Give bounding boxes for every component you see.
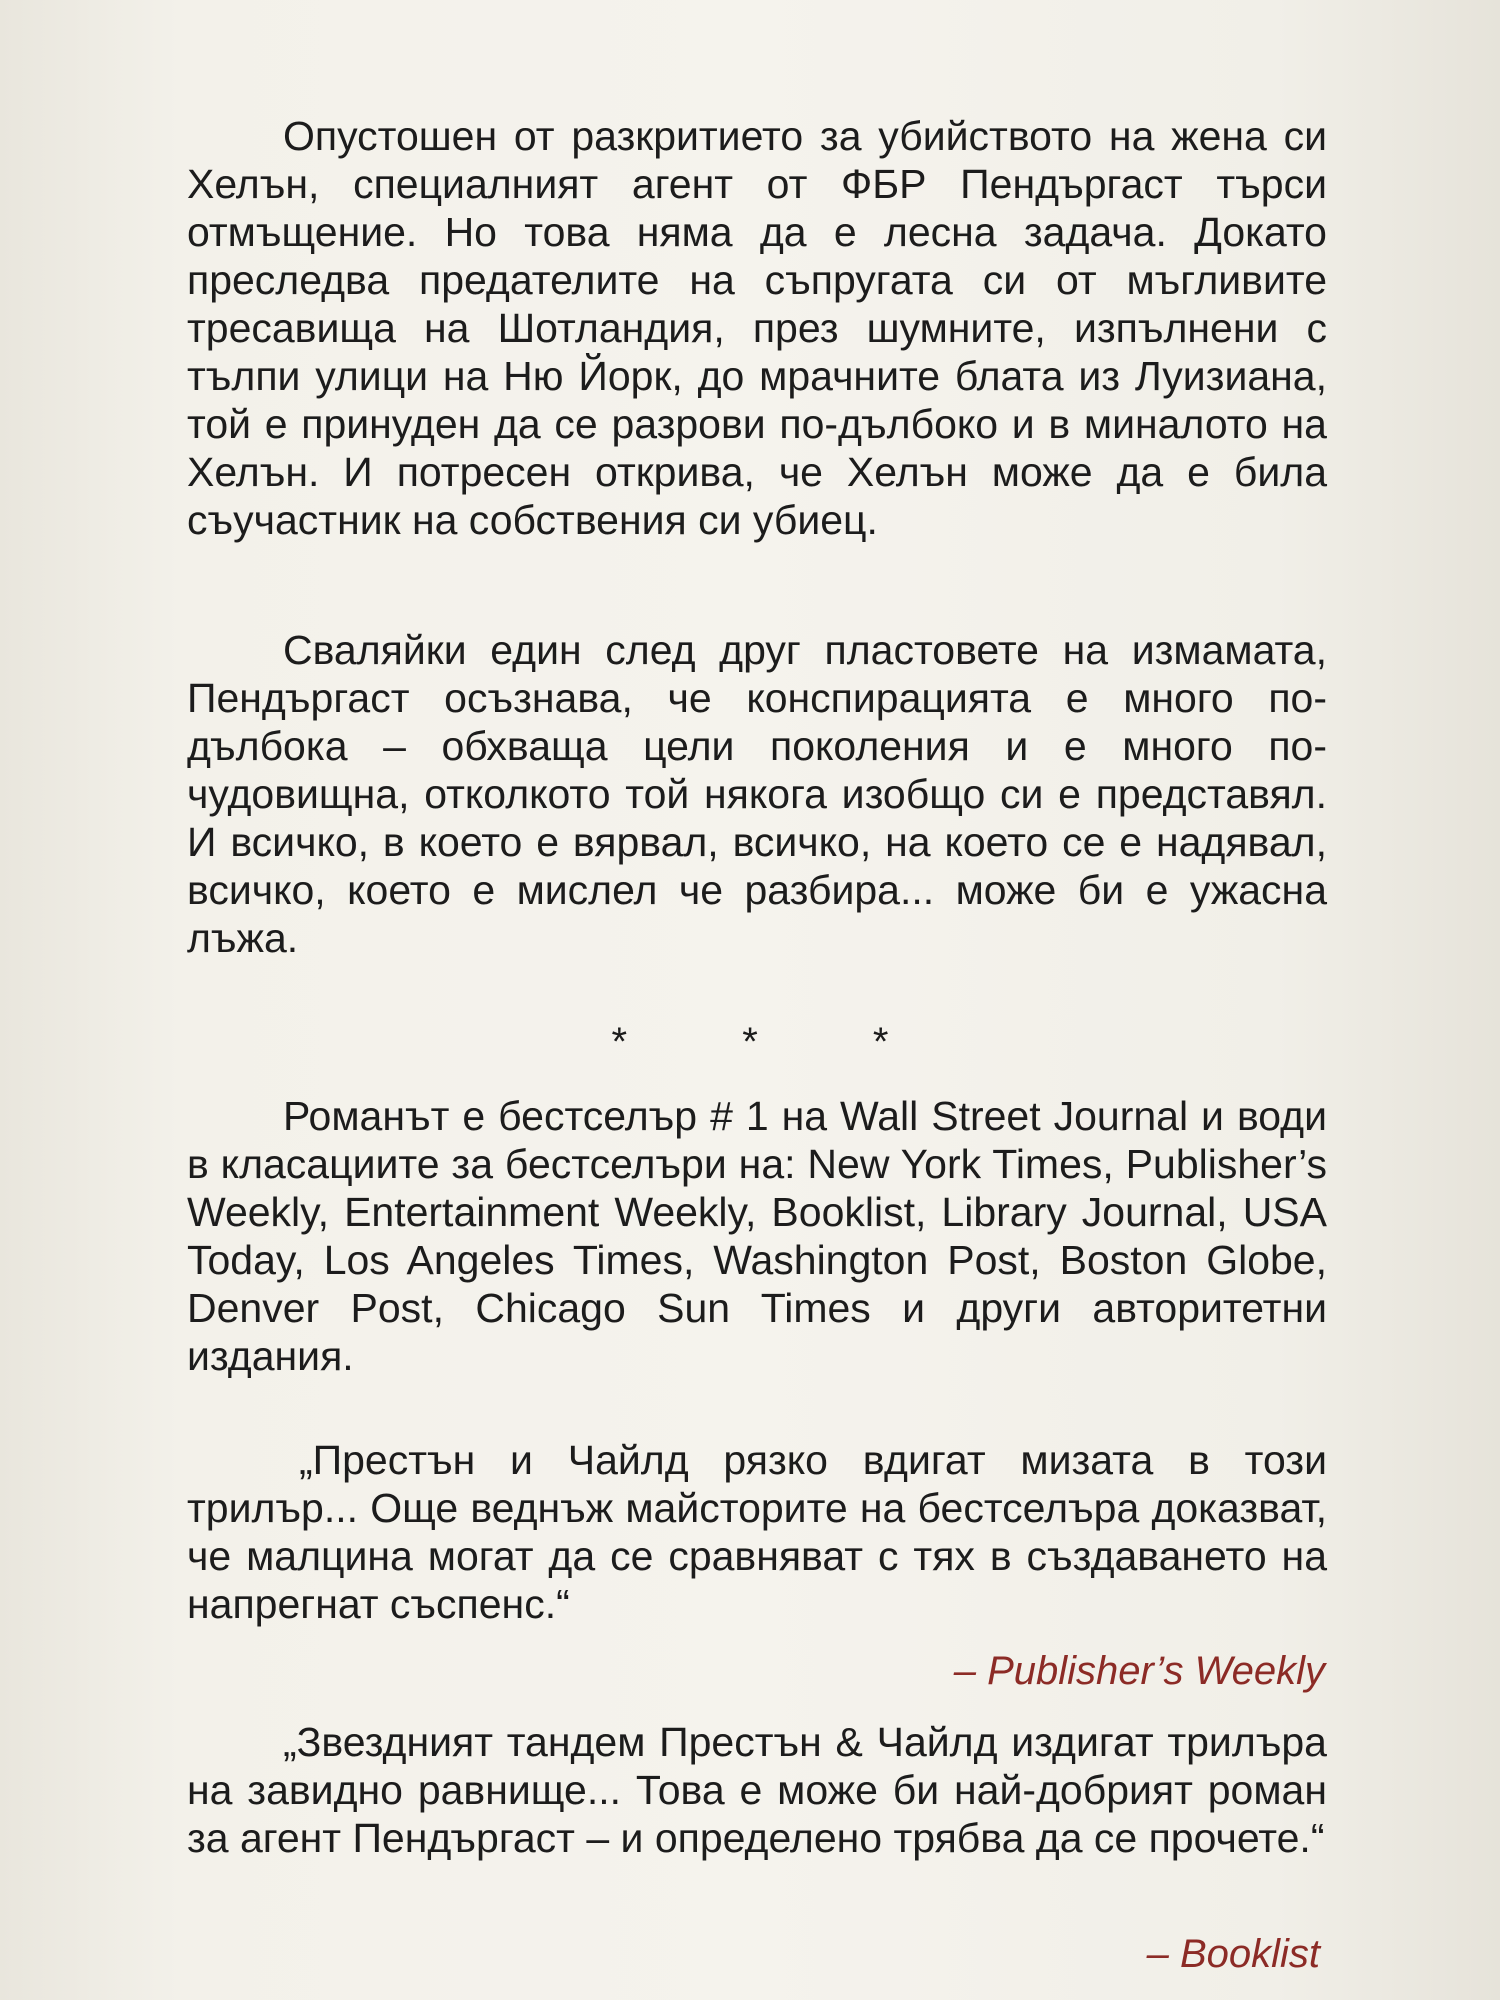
synopsis-text-2: Сваляйки един след друг пластовете на измамата, Пендъргаст осъзнава, че конспирацията е много по-дълбока – обхваща цели поколения и е много по-чудовищна, отколкото той някога изобщо си е представял. И всичко, в което е вярвал, всичко, на което се е надявал, всичко, което е мислел че разбира... може би е ужасна лъжа.: [187, 627, 1327, 961]
bestseller-paragraph: [187, 1092, 1327, 1380]
bestseller-text: Романът е бестселър # 1 на Wall Street Journal и води в класациите за бестселъри на: New York Times, Publisher’s Weekly, Entertainment Weekly, Booklist, Library Journal, USA Today, Los Angeles Times, Washington Post, Boston Globe, Denver Post, Chicago Sun Times и други авторитетни издания.: [187, 1093, 1327, 1379]
section-separator: * * *: [611, 1020, 941, 1064]
synopsis-text-1: Опустошен от разкритието за убийството на жена си Хелън, специалният агент от ФБР Пендъргаст търси отмъщение. Но това няма да е лесна задача. Докато преследва предателите на съпругата си от мъгливите тресавища на Шотландия, през шумните, изпълнени с тълпи улици на Ню Йорк, до мрачните блата из Луизиана, той е принуден да се разрови по-дълбоко и в миналото на Хелън. И потресен открива, че Хелън може да е била съучастник на собствения си убиец.: [187, 113, 1327, 543]
synopsis-paragraph-2: [187, 626, 1327, 962]
review-quote-1: [187, 1436, 1327, 1628]
review-quote-text: „Звездният тандем Престън & Чайлд издигат трилъра на завидно равнище... Това е може би най-добрият роман за агент Пендъргаст – и определено трябва да се прочете.“: [187, 1719, 1327, 1861]
review-quote-text: „Престън и Чайлд рязко вдигат мизата в този трилър... Още веднъж майсторите на бестселъра доказват, че малцина могат да се сравняват с тях в създаването на напрегнат съспенс.“: [187, 1437, 1327, 1627]
synopsis-paragraph-1: [187, 112, 1327, 544]
review-attribution: – Booklist: [1146, 1932, 1320, 1976]
review-quote-2: [187, 1718, 1327, 1862]
review-attribution: – Publisher’s Weekly: [953, 1649, 1325, 1693]
